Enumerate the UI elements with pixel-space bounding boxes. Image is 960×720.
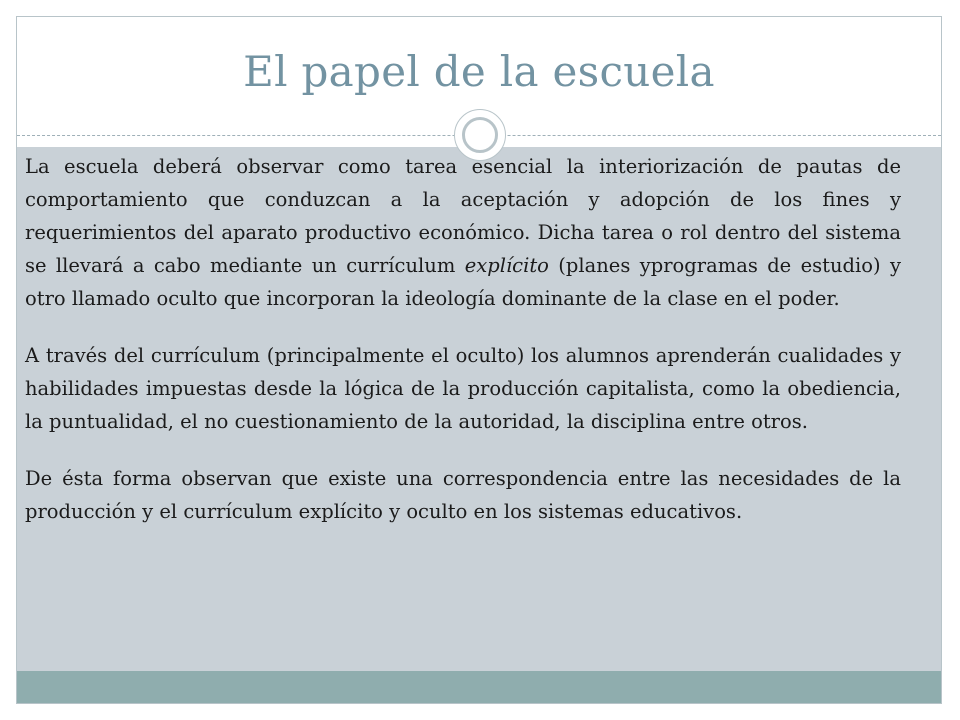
paragraph-2: A través del currículum (principalmente el oculto) los alumnos aprenderán cualidades y habilidades impuestas desde la lógica de la producción capitalista, como la obediencia, la puntualidad, el no cuestionamiento de la autoridad, la disciplina entre otros. (25, 344, 901, 433)
paragraph-1-italic: explícito (464, 254, 549, 277)
footer-bar (17, 671, 941, 704)
inner-ring (462, 117, 498, 153)
slide-title: El papel de la escuela (243, 47, 715, 96)
paragraph-1-part-b: (planes yprogramas de estudio) y otro llamado oculto que incorporan la ideología dominante de la clase en el poder. (25, 254, 901, 310)
paragraph-1 (25, 150, 901, 315)
paragraph-3: De ésta forma observan que existe una correspondencia entre las necesidades de la producción y el currículum explícito y oculto en los sistemas educativos. (25, 467, 901, 523)
paragraph-1-part-a: La escuela deberá observar como tarea esencial la interiorización de pautas de comportamiento que conduzcan a la aceptación y adopción de los fines y requerimientos del aparato productivo económico. Dicha tarea o rol dentro del sistema se llevará a cabo mediante un currículum (25, 155, 901, 277)
slide-body (25, 150, 901, 552)
